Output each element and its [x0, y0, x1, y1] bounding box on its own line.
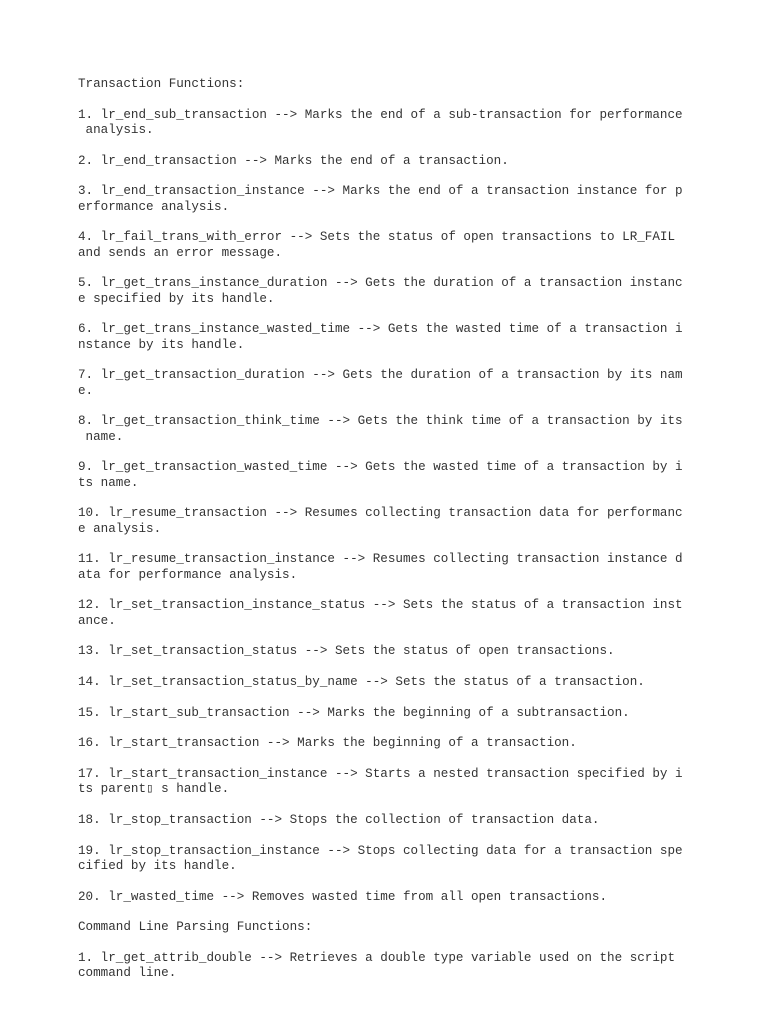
list-item: 18. lr_stop_transaction --> Stops the collection of transaction data. — [78, 812, 600, 827]
list-item: 11. lr_resume_transaction_instance --> Resumes collecting transaction instance d ata for performance analysis. — [78, 552, 683, 582]
list-item: 20. lr_wasted_time --> Removes wasted time from all open transactions. — [78, 889, 608, 904]
list-item: 10. lr_resume_transaction --> Resumes collecting transaction data for performanc e analysis. — [78, 506, 683, 536]
list-item: 8. lr_get_transaction_think_time --> Gets the think time of a transaction by its name. — [78, 414, 683, 444]
list-item: 7. lr_get_transaction_duration --> Gets the duration of a transaction by its nam e. — [78, 368, 683, 398]
list-item: 6. lr_get_trans_instance_wasted_time --> Gets the wasted time of a transaction i nstance by its handle. — [78, 322, 683, 352]
list-item: 13. lr_set_transaction_status --> Sets the status of open transactions. — [78, 644, 615, 659]
list-item: 15. lr_start_sub_transaction --> Marks the beginning of a subtransaction. — [78, 705, 630, 720]
list-item: 4. lr_fail_trans_with_error --> Sets the status of open transactions to LR_FAIL and sends an error message. — [78, 230, 676, 260]
list-item: 1. lr_get_attrib_double --> Retrieves a double type variable used on the script command line. — [78, 950, 676, 981]
list-item: 5. lr_get_trans_instance_duration --> Gets the duration of a transaction instanc e specified by its handle. — [78, 276, 683, 306]
section-heading-transaction-functions: Transaction Functions: — [78, 77, 245, 91]
list-item: 16. lr_start_transaction --> Marks the beginning of a transaction. — [78, 736, 577, 751]
list-item: 2. lr_end_transaction --> Marks the end of a transaction. — [78, 153, 509, 168]
list-item: 17. lr_start_transaction_instance --> Starts a nested transaction specified by i ts parent▯ s handle. — [78, 766, 683, 797]
list-item: 9. lr_get_transaction_wasted_time --> Gets the wasted time of a transaction by i ts name. — [78, 460, 683, 490]
list-item: 12. lr_set_transaction_instance_status --> Sets the status of a transaction inst ance. — [78, 598, 683, 628]
section-heading-command-line-parsing: Command Line Parsing Functions: — [78, 920, 313, 935]
list-item: 19. lr_stop_transaction_instance --> Stops collecting data for a transaction spe cified by its handle. — [78, 843, 683, 873]
document-page — [78, 77, 694, 997]
list-item: 14. lr_set_transaction_status_by_name --> Sets the status of a transaction. — [78, 674, 645, 689]
list-item: 1. lr_end_sub_transaction --> Marks the end of a sub-transaction for performance analysis. — [78, 107, 683, 137]
list-item: 3. lr_end_transaction_instance --> Marks the end of a transaction instance for p erformance analysis. — [78, 184, 683, 214]
